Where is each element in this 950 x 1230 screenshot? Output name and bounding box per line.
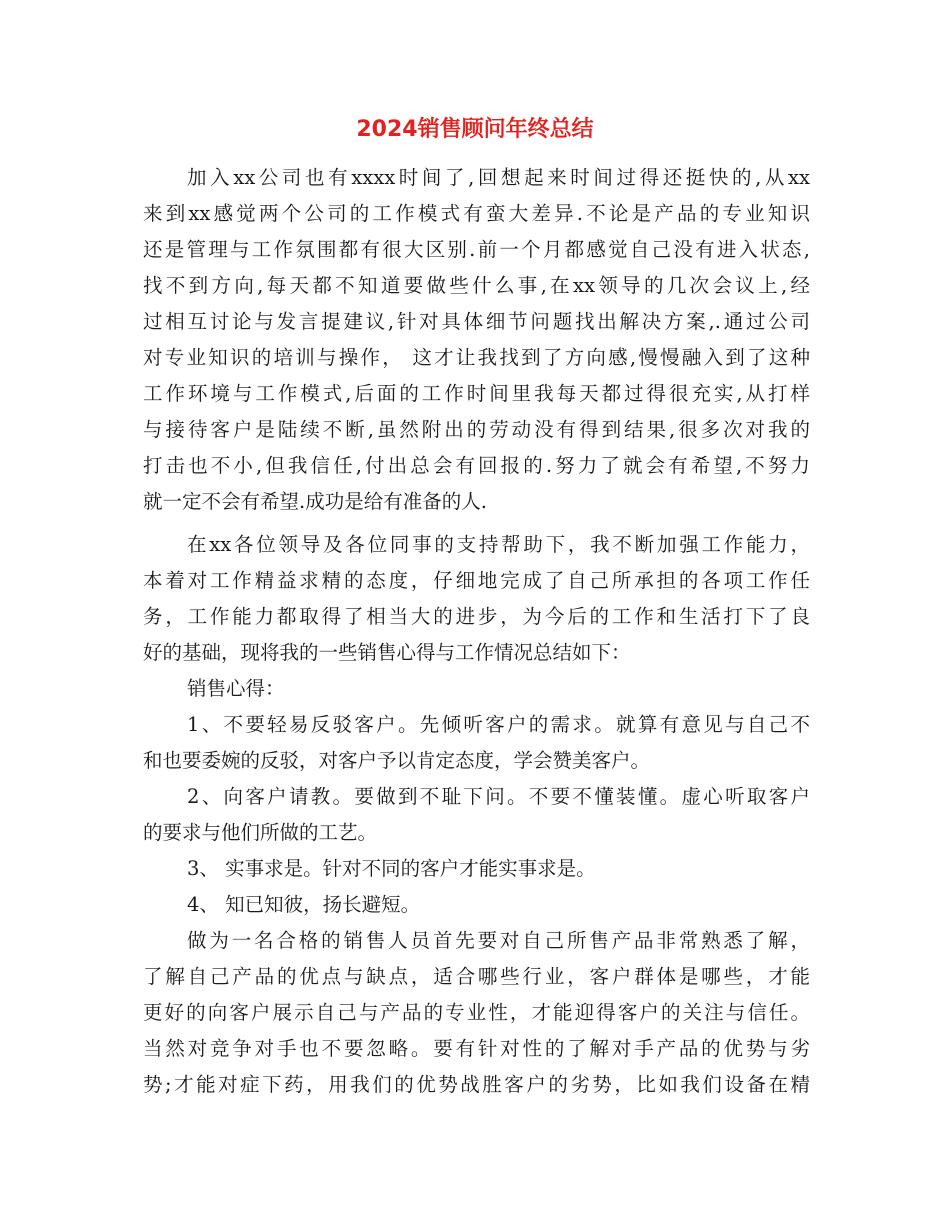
text-line: 和也要委婉的反驳，对客户予以肯定态度，学会赞美客户。 bbox=[143, 749, 651, 772]
text-line: 务，工作能力都取得了相当大的进步，为今后的工作和生活打下了良 bbox=[143, 605, 810, 628]
text-line: 与接待客户是陆续不断,虽然附出的劳动没有得到结果,很多次对我的 bbox=[143, 418, 810, 441]
paragraph bbox=[143, 160, 810, 520]
text-line: 还是管理与工作氛围都有很大区别.前一个月都感觉自己没有进入状态, bbox=[143, 238, 810, 261]
text-line: 在xx各位领导及各位同事的支持帮助下，我不断加强工作能力， bbox=[187, 533, 810, 556]
text-line: 1、不要轻易反驳客户。先倾听客户的需求。就算有意见与自己不 bbox=[187, 713, 810, 736]
text-line: 就一定不会有希望.成功是给有准备的人. bbox=[143, 490, 487, 513]
text-line: 势;才能对症下药，用我们的优势战胜客户的劣势，比如我们设备在精 bbox=[143, 1073, 810, 1096]
paragraph bbox=[143, 887, 810, 923]
text-line: 加入xx公司也有xxxx时间了,回想起来时间过得还挺快的,从xx bbox=[187, 166, 810, 189]
text-line: 3、 实事求是。针对不同的客户才能实事求是。 bbox=[187, 857, 596, 880]
paragraph bbox=[143, 527, 810, 671]
text-line: 对专业知识的培训与操作， 这才让我找到了方向感,慢慢融入到了这种 bbox=[143, 346, 810, 369]
document-body bbox=[143, 160, 810, 1103]
paragraph-gap bbox=[143, 520, 810, 527]
text-line: 2、向客户请教。要做到不耻下问。不要不懂装懂。虚心听取客户 bbox=[187, 785, 810, 808]
text-line: 当然对竞争对手也不要忽略。要有针对性的了解对手产品的优势与劣 bbox=[143, 1037, 810, 1060]
text-line: 做为一名合格的销售人员首先要对自己所售产品非常熟悉了解， bbox=[187, 929, 810, 952]
paragraph bbox=[143, 851, 810, 887]
text-line: 过相互讨论与发言提建议,针对具体细节问题找出解决方案,.通过公司 bbox=[143, 310, 810, 333]
text-line: 4、 知已知彼，扬长避短。 bbox=[187, 893, 421, 916]
text-line: 来到xx感觉两个公司的工作模式有蛮大差异.不论是产品的专业知识 bbox=[143, 202, 810, 225]
text-line: 更好的向客户展示自己与产品的专业性，才能迎得客户的关注与信任。 bbox=[143, 1001, 810, 1024]
text-line: 本着对工作精益求精的态度，仔细地完成了自己所承担的各项工作任 bbox=[143, 569, 810, 592]
text-line: 的要求与他们所做的工艺。 bbox=[143, 821, 378, 844]
text-line: 销售心得： bbox=[187, 677, 285, 700]
paragraph bbox=[143, 671, 810, 707]
text-line: 工作环境与工作模式,后面的工作时间里我每天都过得很充实,从打样 bbox=[143, 382, 810, 405]
text-line: 打击也不小,但我信任,付出总会有回报的.努力了就会有希望,不努力 bbox=[143, 454, 810, 477]
paragraph bbox=[143, 923, 810, 1103]
paragraph bbox=[143, 707, 810, 779]
text-line: 找不到方向,每天都不知道要做些什么事,在xx领导的几次会议上,经 bbox=[143, 274, 810, 297]
text-line: 好的基础，现将我的一些销售心得与工作情况总结如下： bbox=[143, 641, 631, 664]
paragraph bbox=[143, 779, 810, 851]
document-title: 2024销售顾问年终总结 bbox=[356, 117, 594, 142]
text-line: 了解自己产品的优点与缺点，适合哪些行业，客户群体是哪些，才能 bbox=[143, 965, 810, 988]
